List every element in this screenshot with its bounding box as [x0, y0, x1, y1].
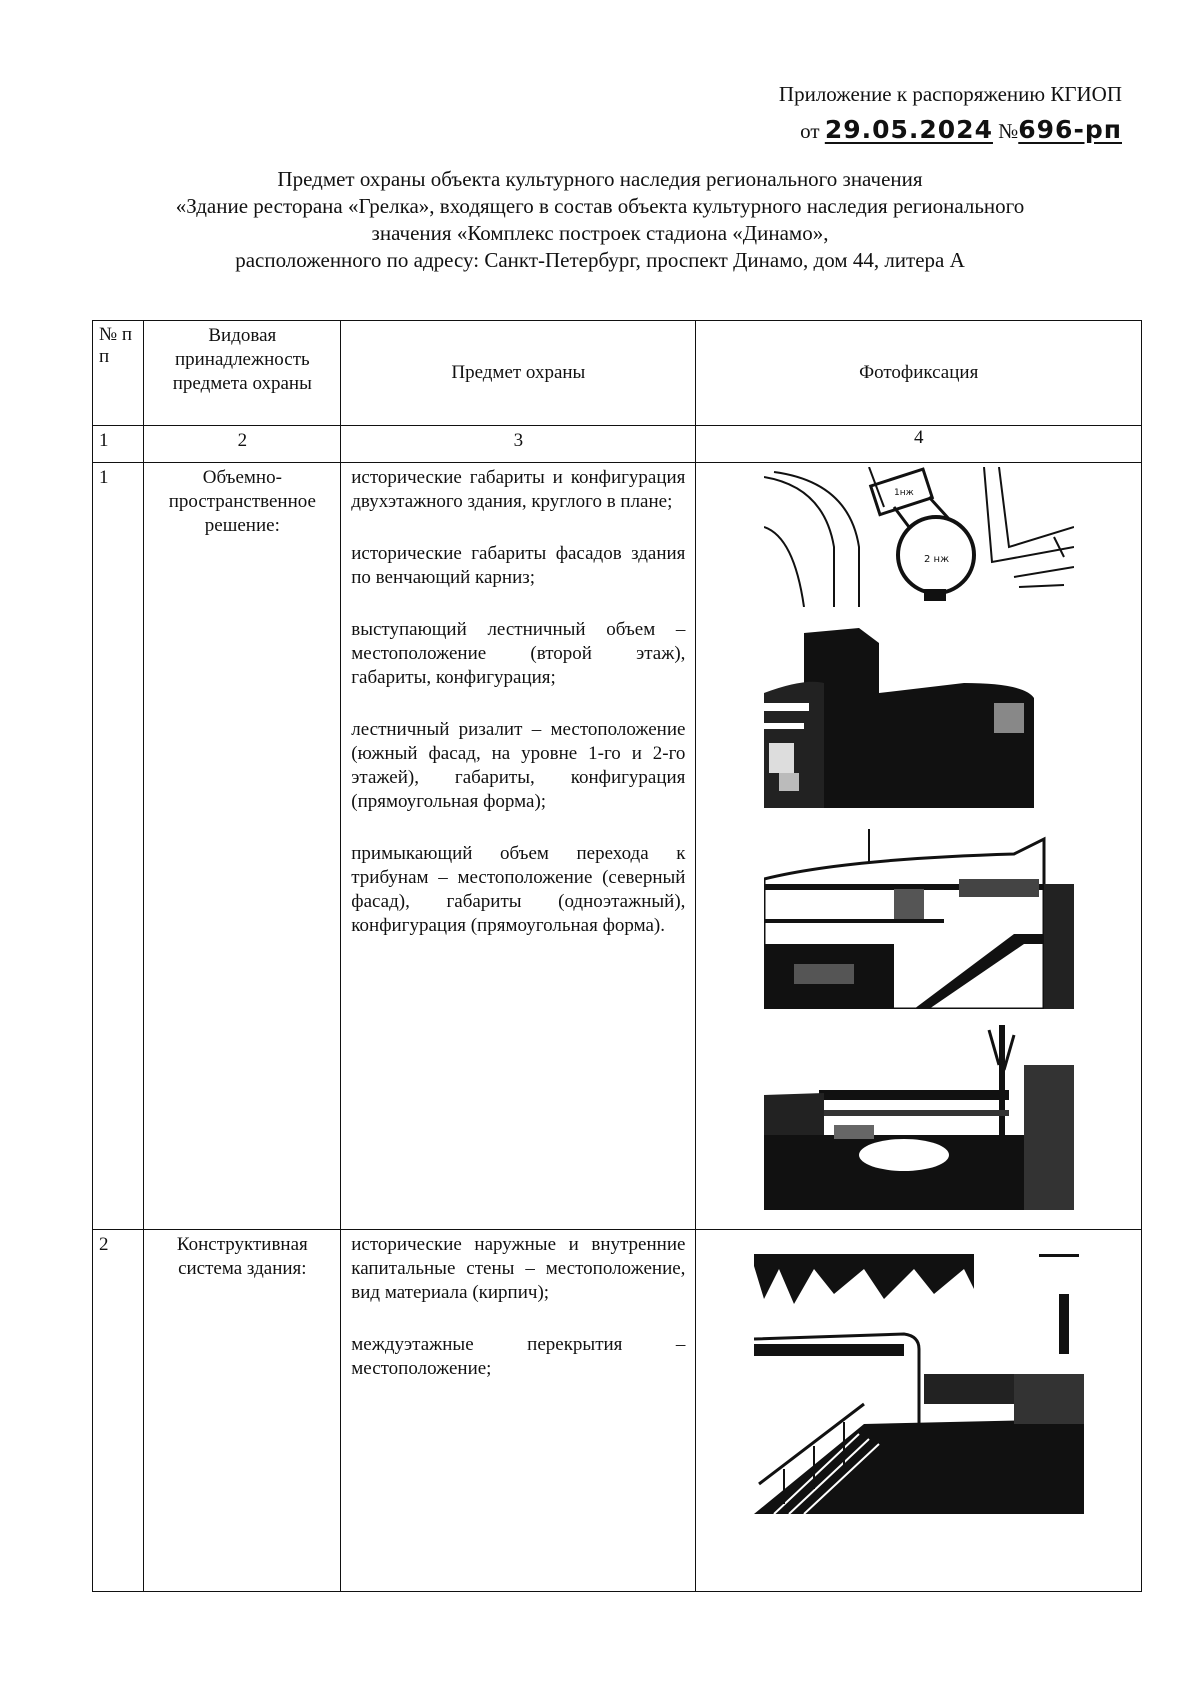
protection-subject-table — [92, 320, 1142, 1592]
column-numbers-row — [93, 426, 1142, 463]
subject-paragraph: исторические габариты и конфигурация двухэтажного здания, круглого в плане; — [351, 467, 686, 512]
subject-paragraph: выступающий лестничный объем – местоположение (второй этаж), габариты, конфигурация; — [351, 619, 686, 688]
subject-paragraph: исторические габариты фасадов здания по венчающий карниз; — [351, 543, 686, 588]
row-type: Конструктивная система здания: — [144, 1230, 341, 1592]
header-type: Видовая принадлежность предмета охраны — [144, 321, 341, 426]
title-line: «Здание ресторана «Грелка», входящего в состав объекта культурного наследия регионального — [175, 194, 1025, 218]
header-subject: Предмет охраны — [341, 321, 696, 426]
svg-text:1нж: 1нж — [893, 488, 914, 498]
staircase-photo — [754, 1254, 1084, 1514]
building-photo-2 — [764, 824, 1074, 1009]
number-prefix: № — [998, 119, 1019, 143]
subject-paragraph: междуэтажные перекрытия – местоположение; — [351, 1334, 686, 1379]
building-photo-3 — [764, 1025, 1074, 1210]
document-title — [80, 166, 1120, 274]
table-header-row — [93, 321, 1142, 426]
column-number: 2 — [144, 426, 341, 463]
date-prefix: от — [800, 119, 820, 143]
handwritten-date: 29.05.2024 — [824, 115, 993, 144]
subject-paragraph: исторические наружные и внутренние капитальные стены – местоположение, вид материала (кирпич); — [351, 1234, 686, 1303]
appendix-caption: Приложение к распоряжению КГИОП — [778, 82, 1122, 106]
site-plan-drawing — [764, 467, 1074, 607]
row-number: 2 — [93, 1230, 144, 1592]
column-number: 4 — [696, 426, 1142, 463]
title-line: Предмет охраны объекта культурного наследия регионального значения — [277, 167, 923, 191]
row-number: 1 — [93, 463, 144, 1230]
row-photos — [696, 463, 1142, 1230]
table-row — [93, 1230, 1142, 1592]
subject-paragraph: лестничный ризалит – местоположение (южный фасад, на уровне 1-го и 2-го этажей), габариты, конфигурация (прямоугольная форма); — [351, 719, 686, 812]
order-date-number — [779, 115, 1122, 144]
column-number: 1 — [93, 426, 144, 463]
title-line: расположенного по адресу: Санкт-Петербург, проспект Динамо, дом 44, литера А — [235, 248, 965, 272]
row-photos — [696, 1230, 1142, 1592]
svg-text:2 нж: 2 нж — [923, 554, 949, 565]
building-photo-1 — [764, 623, 1074, 808]
title-line: значения «Комплекс построек стадиона «Динамо», — [371, 221, 829, 245]
row-subject — [341, 1230, 696, 1592]
row-subject — [341, 463, 696, 1230]
header-photo: Фотофиксация — [696, 321, 1142, 426]
table-row — [93, 463, 1142, 1230]
handwritten-number: 696-рп — [1018, 115, 1122, 144]
column-number: 3 — [341, 426, 696, 463]
document-header — [779, 82, 1122, 144]
header-num: № п п — [93, 321, 144, 426]
subject-paragraph: примыкающий объем перехода к трибунам – местоположение (северный фасад), габариты (одноэтажный), конфигурация (прямоугольная форма). — [351, 843, 686, 936]
row-type: Объемно-пространственное решение: — [144, 463, 341, 1230]
